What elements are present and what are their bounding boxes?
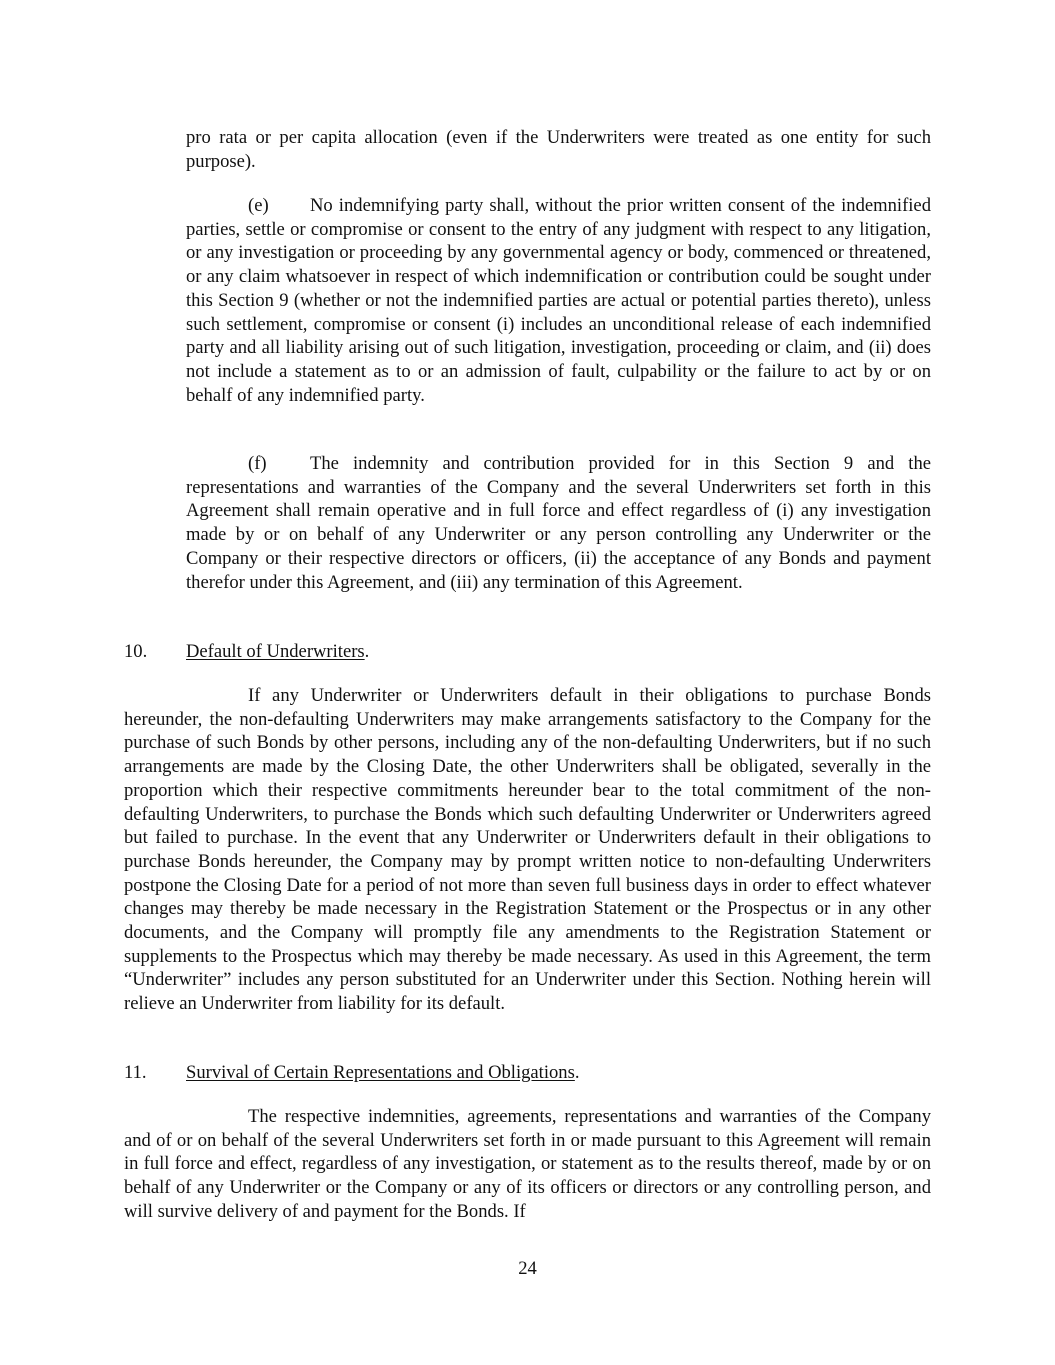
section-11-body: The respective indemnities, agreements, representations and warranties of the Company and of or on behalf of the several Underwriters set forth in or made pursuant to this Agreement will remain in full force and effect, regardless of any investigation, or statement as to the results thereof, made by or on behalf of any Underwriter or the Company or any of its officers or directors or any controlling person, and will survive delivery of and payment for the Bonds. If xyxy=(124,1106,931,1222)
section-11-title: Survival of Certain Representations and Obligations xyxy=(186,1062,575,1083)
section-10-body: If any Underwriter or Underwriters default in their obligations to purchase Bonds hereunder, the non-defaulting Underwriters may make arrangements satisfactory to the Company for the purchase of such Bonds by other persons, including any of the non-defaulting Underwriters, but if no such arrangements are made by the Closing Date, the other Underwriters shall be obligated, severally in the proportion which their respective commitments hereunder bear to the total commitment of the non-defaulting Underwriters, to purchase the Bonds which such defaulting Underwriter or Underwriters agreed but failed to purchase. In the event that any Underwriter or Underwriters default in their obligations to purchase Bonds hereunder, the Company may by prompt written notice to non-defaulting Underwriters postpone the Closing Date for a period of not more than seven full business days in order to effect whatever changes may thereby be made necessary in the Registration Statement or the Prospectus or in any other documents, and the Company will promptly file any amendments to the Registration Statement or supplements to the Prospectus which may thereby be made necessary. As used in this Agreement, the term “Underwriter” includes any person substituted for an Underwriter under this Section. Nothing herein will relieve an Underwriter from liability for its default. xyxy=(124,685,931,1015)
section-11-title-suffix: . xyxy=(574,1062,580,1083)
section-10-title: Default of Underwriters xyxy=(186,641,365,662)
continuation-paragraph: pro rata or per capita allocation (even if the Underwriters were treated as one entity for such purpose). xyxy=(186,127,931,172)
paragraph-e-text: No indemnifying party shall, without the prior written consent of the indemnified parties, settle or compromise or consent to the entry of any judgment with respect to any litigation, or any investigation or proceeding by any governmental agency or body, commenced or threatened, or any claim whatsoever in respect of which indemnification or contribution could be sought under this Section 9 (whether or not the indemnified parties are actual or potential parties thereto), unless such settlement, compromise or consent (i) includes an unconditional release of each indemnified party and all liability arising out of such litigation, investigation, proceeding or claim, and (ii) does not include a statement as to or an admission of fault, culpability or the failure to act by or on behalf of any indemnified party. xyxy=(186,195,931,406)
paragraph-f-marker: (f) xyxy=(248,453,267,474)
section-11-heading xyxy=(124,1061,580,1085)
paragraph-e xyxy=(186,194,931,407)
paragraph-f xyxy=(186,452,931,594)
page-number: 24 xyxy=(518,1258,537,1279)
section-10-number: 10. xyxy=(124,641,148,662)
section-10-title-suffix: . xyxy=(364,641,370,662)
paragraph-f-text: The indemnity and contribution provided for in this Section 9 and the representations and warranties of the Company and the several Underwriters set forth in this Agreement shall remain operative and in full force and effect regardless of (i) any investigation made by or on behalf of any Underwriter or any person controlling any Underwriter or the Company or their respective directors or officers, (ii) the acceptance of any Bonds and payment therefor under this Agreement, and (iii) any termination of this Agreement. xyxy=(186,453,931,593)
section-11-number: 11. xyxy=(124,1062,147,1083)
section-10-heading xyxy=(124,640,369,664)
paragraph-e-marker: (e) xyxy=(248,195,269,216)
